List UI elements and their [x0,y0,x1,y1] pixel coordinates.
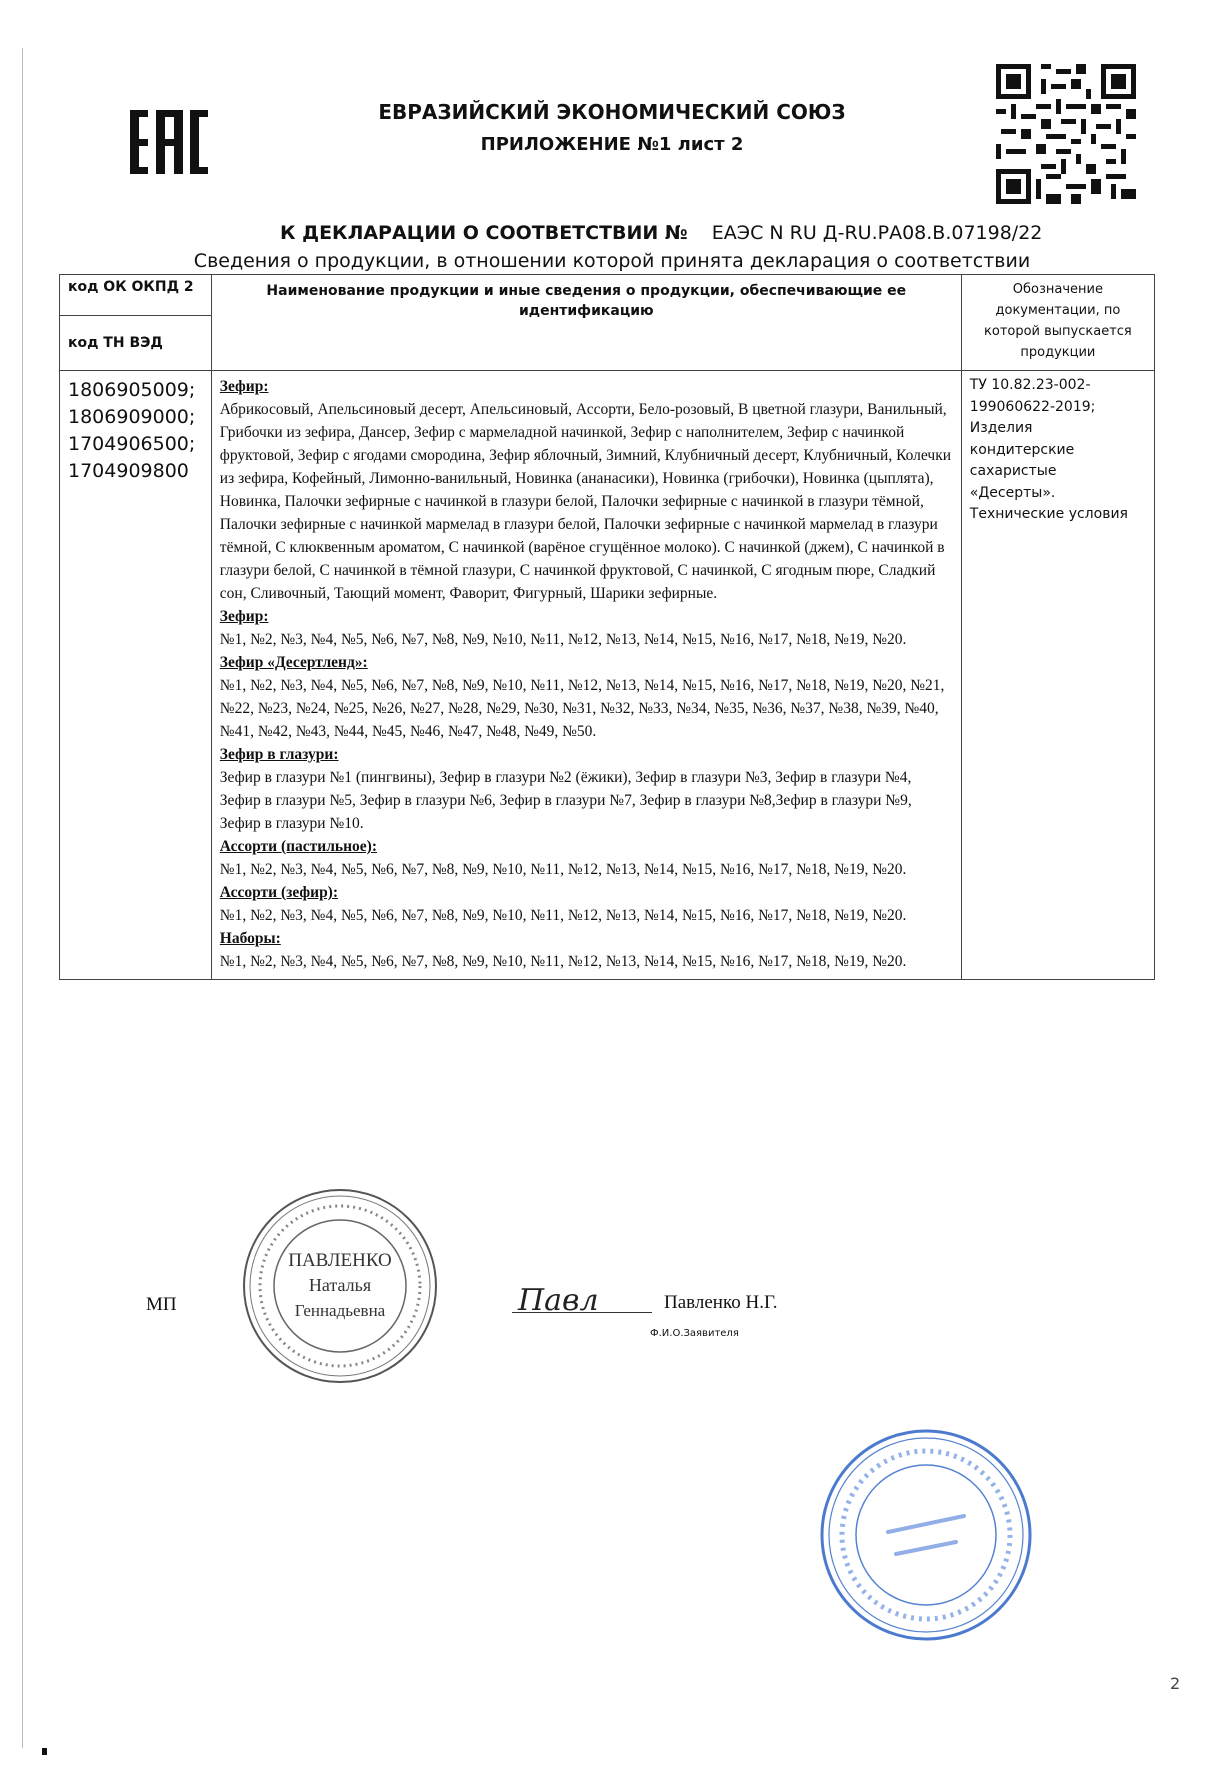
signature-line [512,1312,652,1313]
doc-line: сахаристые [969,463,1057,479]
section-text: №1, №2, №3, №4, №5, №6, №7, №8, №9, №10, №11, №12, №13, №14, №15, №16, №17, №18, №19, №20. [219,953,907,970]
section-text: №1, №2, №3, №4, №5, №6, №7, №8, №9, №10, №11, №12, №13, №14, №15, №16, №17, №18, №19, №20, №21, №22, №23, №24, №25, №26, №27, №28, №29, №30, №31, №32, №33, №34, №35, №36, №37, №38, №39, №40, №41, №42, №43, №44, №45, №46, №47, №48, №49, №50. [219,677,945,740]
section-title: Зефир: [219,608,269,625]
section-title: Ассорти (зефир): [219,884,339,901]
product-info-caption: Сведения о продукции, в отношении которой принята декларация о соответствии [193,250,1031,272]
union-title: ЕВРАЗИЙСКИЙ ЭКОНОМИЧЕСКИЙ СОЮЗ [378,100,846,124]
seal-name-line: Геннадьевна [294,1301,386,1320]
signer-caption: Ф.И.О.Заявителя [650,1328,739,1339]
page-edge-line [22,48,23,1748]
seal-name-line: ПАВЛЕНКО [288,1250,392,1271]
section-text: №1, №2, №3, №4, №5, №6, №7, №8, №9, №10, №11, №12, №13, №14, №15, №16, №17, №18, №19, №20. [219,631,907,648]
doc-line: 199060622-2019; [969,398,1096,415]
documentation-cell [961,371,1154,980]
signer-name: Павленко Н.Г. [664,1292,778,1313]
header-product-name: Наименование продукции и иные сведения о продукции, обеспечивающие ее идентификацию [211,275,961,371]
section-text: №1, №2, №3, №4, №5, №6, №7, №8, №9, №10, №11, №12, №13, №14, №15, №16, №17, №18, №19, №20. [219,907,907,924]
declaration-number: ЕАЭС N RU Д-RU.РА08.В.07198/22 [711,222,1043,244]
doc-line: ТУ 10.82.23-002- [969,377,1091,393]
signature [512,1276,622,1322]
section-text: Абрикосовый, Апельсиновый десерт, Апельсиновый, Ассорти, Бело-розовый, В цветной глазури, Ванильный, Грибочки из зефира, Дансер, Зефир с мармеладной начинкой, Зефир с наполнителем, Зефир с начинкой фруктовой, Зефир с ягодами смородина, Зефир яблочный, Зимний, Клубничный десерт, Клубничный, Колечки из зефира, Кофейный, Лимонно-ванильный, Новинка (ананасики), Новинка (грибочки), Новинка (цыплята), Новинка, Палочки зефирные с начинкой в глазури белой, Палочки зефирные с начинкой в глазури тёмной, Палочки зефирные с начинкой мармелад в глазури белой, Палочки зефирные с начинкой мармелад в глазури тёмной, С клюквенным ароматом, С начинкой (варёное сгущённое молоко). С начинкой (джем), С начинкой в глазури белой, С начинкой в тёмной глазури, С начинкой фруктовой, С начинкой, С ягодным пюре, Сладкий сон, Сливочный, Тающий момент, Фаворит, Фигурный, Шарики зефирные. [219,401,952,602]
code-item: 1704909800 [68,460,189,482]
certification-stamp [816,1424,1036,1646]
declaration-label: К ДЕКЛАРАЦИИ О СООТВЕТСТВИИ № [280,222,688,244]
header-code-tnved: код ТН ВЭД [60,316,212,371]
section-title: Зефир: [219,378,269,395]
section-title: Зефир «Десертленд»: [219,654,368,671]
seal-name-line: Наталья [308,1275,372,1295]
page-number: 2 [1170,1674,1181,1693]
section-title: Зефир в глазури: [219,746,339,763]
products-table [59,274,1155,980]
code-item: 1806909000; [68,406,196,428]
appendix-title: ПРИЛОЖЕНИЕ №1 лист 2 [480,134,744,155]
qr-code [996,64,1136,204]
doc-line: кондитерские [969,441,1075,458]
mp-label: МП [146,1294,177,1315]
applicant-seal [240,1186,440,1386]
code-item: 1806905009; [68,379,196,401]
signature-text: Павл [518,1283,599,1318]
declaration-line [280,222,1042,244]
section-text: №1, №2, №3, №4, №5, №6, №7, №8, №9, №10, №11, №12, №13, №14, №15, №16, №17, №18, №19, №20. [219,861,907,878]
code-item: 1704906500; [68,433,196,455]
section-title: Наборы: [219,930,281,947]
product-cell [211,371,961,980]
scan-mark [42,1748,47,1755]
header-documentation: Обозначение документации, по которой выпускается продукции [961,275,1154,371]
codes-cell [60,371,212,980]
section-title: Ассорти (пастильное): [219,838,377,855]
doc-line: Изделия [969,420,1033,436]
doc-line: «Десерты». [969,484,1056,501]
doc-line: Технические условия [969,506,1128,522]
section-text: Зефир в глазури №1 (пингвины), Зефир в глазури №2 (ёжики), Зефир в глазури №3, Зефир в глазури №4, Зефир в глазури №5, Зефир в глазури №6, Зефир в глазури №7, Зефир в глазури №8,Зефир в глазури №9, Зефир в глазури №10. [219,769,912,832]
header-code-okpd: код ОК ОКПД 2 [60,275,212,316]
